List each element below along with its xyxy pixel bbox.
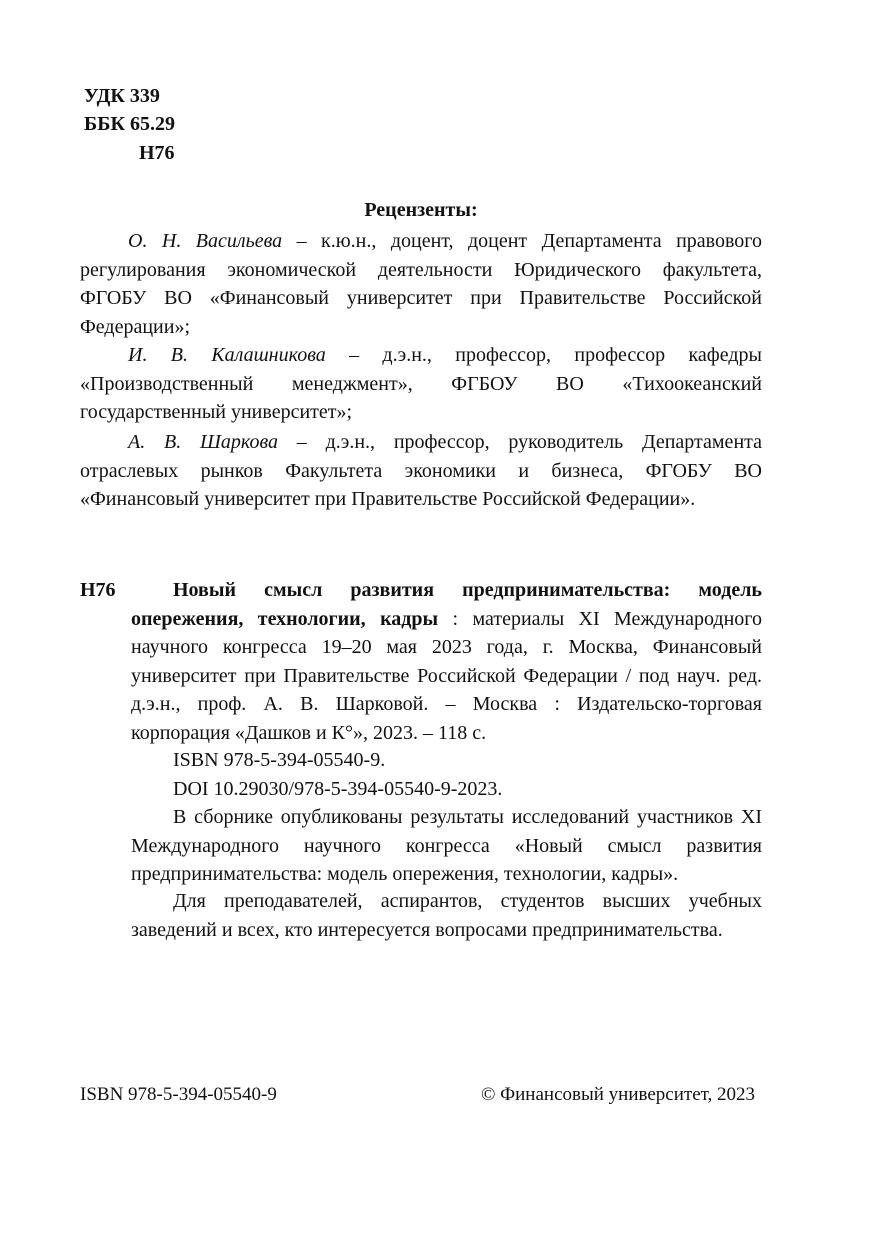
reviewer-2	[80, 341, 762, 427]
reviewer-3-name: А. В. Шаркова	[128, 431, 279, 453]
reviewers-heading: Рецензенты:	[364, 199, 478, 221]
reviewer-2-name: И. В. Калашникова	[128, 344, 326, 366]
abstract: В сборнике опубликованы результаты исследований участников XI Международного научного конгресса «Новый смысл развития предпринимательства: модель опережения, технологии, кадры».	[131, 806, 762, 885]
book-description: : материалы XI Международного научного конгресса 19–20 мая 2023 года, г. Москва, Финансовый университет при Правительстве Российской Федерации / под науч. ред. д.э.н., проф. А. В. Шарковой. – Москва : Издательско-торговая корпорация «Дашков и К°», 2023. – 118 с.	[131, 607, 762, 744]
bibliographic-entry	[131, 576, 762, 747]
doi-line: DOI 10.29030/978-5-394-05540-9-2023.	[173, 778, 503, 800]
reviewer-1-credentials: – к.ю.н., доцент, доцент Департамента правового регулирования экономической деятельности Юридического факультета, ФГОБУ ВО «Финансовый университет при Правительстве Российской Федерации»;	[80, 230, 762, 338]
reviewer-3	[80, 428, 762, 514]
reviewer-1	[80, 227, 762, 341]
footer-isbn: ISBN 978-5-394-05540-9	[80, 1084, 277, 1105]
reviewer-1-name: О. Н. Васильева	[128, 230, 283, 252]
reviewer-3-credentials: – д.э.н., профессор, руководитель Департамента отраслевых рынков Факультета экономики и бизнеса, ФГОБУ ВО «Финансовый университет при Правительстве Российской Федерации».	[80, 431, 763, 510]
udk-code: УДК 339	[84, 85, 160, 107]
isbn-line: ISBN 978-5-394-05540-9.	[173, 749, 386, 771]
footer-copyright: © Финансовый университет, 2023	[480, 1084, 755, 1105]
bbk-code: ББК 65.29	[84, 113, 175, 135]
audience: Для преподавателей, аспирантов, студентов высших учебных заведений и всех, кто интересуется вопросами предпринимательства.	[131, 890, 762, 941]
reviewer-2-credentials: – д.э.н., профессор, профессор кафедры «Производственный менеджмент», ФГБОУ ВО «Тихоокеанский государственный университет»;	[80, 344, 762, 423]
book-title: Новый смысл развития предпринимательства: модель опережения, технологии, кадры	[131, 579, 762, 630]
author-mark: Н76	[139, 142, 175, 164]
entry-mark: Н76	[80, 579, 116, 601]
